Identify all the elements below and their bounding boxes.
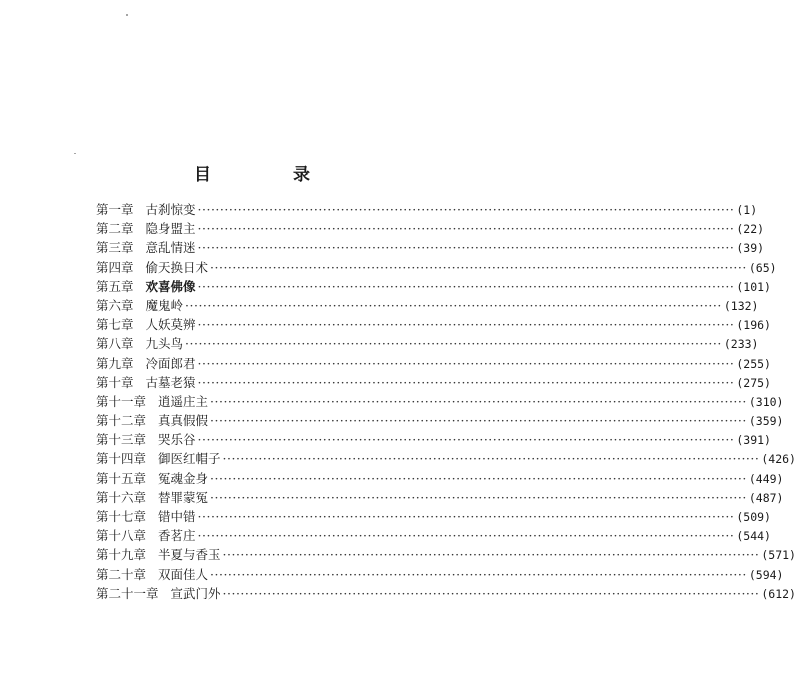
chapter-title: 哭乐谷 <box>158 432 196 448</box>
page-number: (571) <box>761 548 796 563</box>
chapter-title: 人妖莫辨 <box>145 317 196 333</box>
chapter-title: 九头鸟 <box>145 336 184 352</box>
dot-leader: ························································································································ <box>197 374 735 390</box>
page-number: (65) <box>748 260 777 275</box>
chapter-title: 逍遥庄主 <box>158 393 209 409</box>
chapter-number: 第十一章 <box>96 393 147 409</box>
chapter-title: 真真假假 <box>158 413 209 429</box>
chapter-number: 第四章 <box>96 259 134 275</box>
chapter-title: 魔鬼岭 <box>145 297 184 313</box>
chapter-number: 第十九章 <box>96 547 147 563</box>
chapter-number: 第十六章 <box>96 489 147 505</box>
toc-entry <box>96 545 796 564</box>
page-number: (275) <box>736 375 771 390</box>
page-number: (101) <box>736 279 771 294</box>
toc-entry <box>96 526 771 545</box>
toc-entry <box>96 584 796 603</box>
toc-entry <box>96 334 759 353</box>
chapter-number: 第十四章 <box>96 451 147 467</box>
toc-entry <box>96 296 759 315</box>
toc-entry <box>96 507 771 526</box>
toc-entry <box>96 258 777 277</box>
chapter-number: 第二章 <box>96 221 134 237</box>
chapter-number: 第五章 <box>96 278 134 294</box>
page-number: (196) <box>736 318 771 333</box>
dot-leader: ························································································································ <box>210 413 747 429</box>
page-number: (449) <box>748 471 784 486</box>
toc-entry <box>96 219 765 238</box>
chapter-number: 第九章 <box>96 355 134 371</box>
chapter-title: 半夏与香玉 <box>158 547 221 563</box>
page-number: (426) <box>761 452 796 467</box>
chapter-number: 第十八章 <box>96 528 147 544</box>
page-number: (544) <box>736 529 771 544</box>
toc-entry <box>96 238 765 257</box>
page-number: (255) <box>736 356 771 371</box>
dot-leader: ························································································································ <box>222 585 760 601</box>
chapter-title: 双面佳人 <box>158 566 209 582</box>
page-number: (132) <box>723 298 759 313</box>
chapter-number: 第十三章 <box>96 432 147 448</box>
chapter-number: 第二十章 <box>96 566 147 582</box>
page-number: (509) <box>736 510 771 524</box>
chapter-number: 第十章 <box>96 374 134 390</box>
dot-leader: ························································································································ <box>197 528 735 544</box>
toc-entry <box>96 354 771 373</box>
toc-entry <box>96 200 758 219</box>
chapter-number: 第七章 <box>96 317 134 333</box>
dot-leader: ························································································································ <box>197 509 735 524</box>
toc-entry <box>96 488 784 507</box>
table-of-contents <box>96 200 796 603</box>
dot-leader: ························································································································ <box>197 355 735 371</box>
chapter-title: 宣武门外 <box>170 585 221 601</box>
chapter-title: 替罪蒙冤 <box>158 489 209 505</box>
dot-leader: ························································································································ <box>197 278 735 294</box>
toc-entry <box>96 469 784 488</box>
chapter-title: 欢喜佛像 <box>145 278 196 294</box>
page-title: 目 录 <box>194 165 348 185</box>
chapter-title: 冤魂金身 <box>158 470 209 486</box>
chapter-title: 隐身盟主 <box>145 221 196 237</box>
page-number: (612) <box>761 586 796 601</box>
page-number: (391) <box>736 433 771 448</box>
dot-leader: ························································································································ <box>210 470 747 486</box>
toc-entry <box>96 565 784 584</box>
toc-entry <box>96 430 771 449</box>
page-number: (310) <box>748 394 784 409</box>
dot-leader: ························································································································ <box>222 451 760 467</box>
scan-speck <box>74 153 76 154</box>
dot-leader: ························································································································ <box>197 221 735 237</box>
chapter-number: 第三章 <box>96 240 134 256</box>
dot-leader: ························································································································ <box>185 336 722 352</box>
chapter-title: 冷面郎君 <box>145 355 196 371</box>
chapter-number: 第十七章 <box>96 509 147 524</box>
dot-leader: ························································································································ <box>210 259 747 275</box>
page-number: (1) <box>736 203 758 217</box>
chapter-number: 第二十一章 <box>96 585 159 601</box>
page-number: (594) <box>748 567 784 582</box>
dot-leader: ························································································································ <box>210 489 747 505</box>
chapter-title: 古墓老猿 <box>145 374 196 390</box>
toc-entry <box>96 277 771 296</box>
chapter-number: 第六章 <box>96 297 134 313</box>
dot-leader: ························································································································ <box>210 566 747 582</box>
dot-leader: ························································································································ <box>197 432 735 448</box>
page-number: (233) <box>723 337 759 352</box>
toc-entry <box>96 449 796 468</box>
toc-entry <box>96 392 784 411</box>
page-number: (359) <box>748 414 784 429</box>
toc-entry <box>96 373 771 392</box>
chapter-title: 香茗庄 <box>158 528 196 544</box>
dot-leader: ························································································································ <box>185 297 722 313</box>
scan-speck <box>126 14 128 16</box>
toc-entry <box>96 411 784 430</box>
page-number: (487) <box>748 490 784 505</box>
chapter-title: 御医红帽子 <box>158 451 221 467</box>
chapter-number: 第十五章 <box>96 470 147 486</box>
dot-leader: ························································································································ <box>210 393 747 409</box>
chapter-title: 意乱情迷 <box>145 240 196 256</box>
dot-leader: ························································································································ <box>222 547 760 563</box>
chapter-title: 偷天换日术 <box>145 259 209 275</box>
dot-leader: ························································································································ <box>197 317 735 333</box>
chapter-title: 错中错 <box>158 509 196 524</box>
chapter-number: 第一章 <box>96 202 134 217</box>
page-number: (22) <box>736 222 765 237</box>
dot-leader: ························································································································ <box>197 240 735 256</box>
page-number: (39) <box>736 241 765 256</box>
chapter-number: 第八章 <box>96 336 134 352</box>
chapter-number: 第十二章 <box>96 413 147 429</box>
dot-leader: ························································································································ <box>197 202 735 217</box>
chapter-title: 古刹惊变 <box>145 202 196 217</box>
toc-entry <box>96 315 771 334</box>
